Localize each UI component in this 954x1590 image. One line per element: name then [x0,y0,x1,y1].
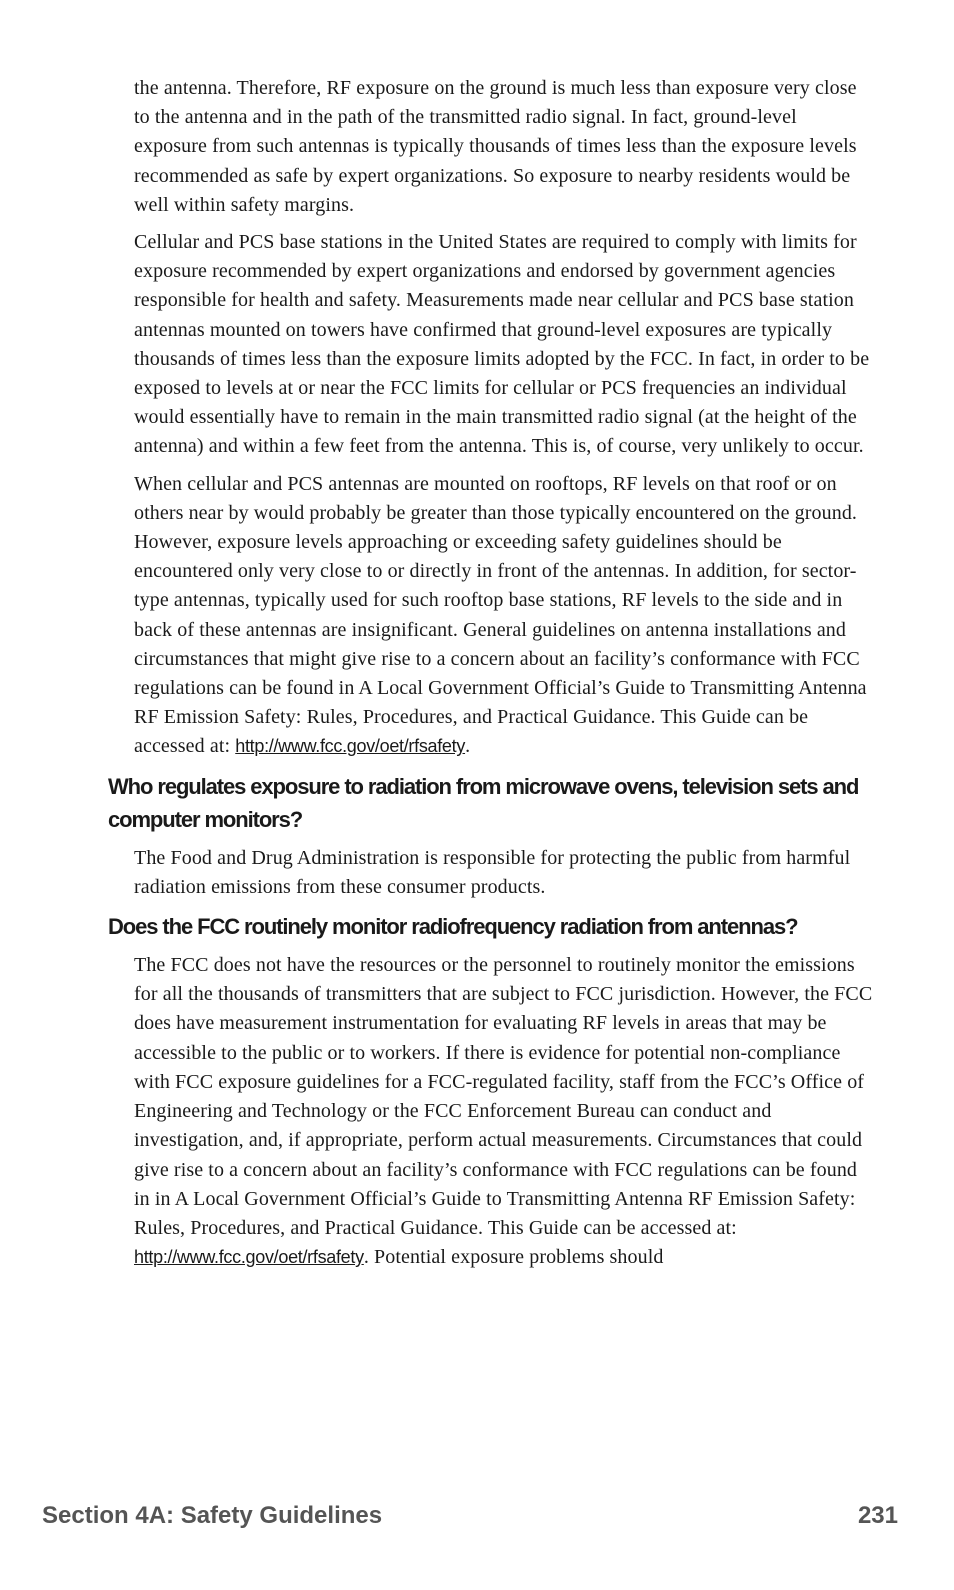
page-body [108,74,874,1280]
rooftop-paragraph [134,470,874,762]
body-paragraph: the antenna. Therefore, RF exposure on the ground is much less than exposure very close to the antenna and in the path of the transmitted radio signal. In fact, ground-level exposure from such antennas is typically thousands of times less than the exposure levels recommended as safe by expert organizations. So exposure to nearby residents would be well within safety margins. [134,77,857,216]
answer-paragraph: The Food and Drug Administration is responsible for protecting the public from harmful radiation emissions from these consumer products. [134,846,851,898]
rfsafety-link[interactable]: http://www.fcc.gov/oet/rfsafety [134,1247,364,1268]
rooftop-paragraph-end: . [465,735,471,758]
question-heading-fcc-monitoring: Does the FCC routinely monitor radiofrequency radiation from antennas? [108,914,798,940]
answer-paragraph [134,951,874,1272]
page-footer [42,1502,898,1530]
answer-paragraph-end: . Potential exposure problems should [363,1246,664,1269]
rooftop-paragraph-text: When cellular and PCS antennas are mounted on rooftops, RF levels on that roof or on others near by would probably be greater than those typically encountered on the ground. However, exposure levels approaching or exceeding safety guidelines should be encountered only very close to or directly in front of the antennas. In addition, for sector-type antennas, typically used for such rooftop base stations, RF levels to the side and in back of these antennas are insignificant. General guidelines on antenna installations and circumstances that might give rise to a concern about an facility’s conformance with FCC regulations can be found in A Local Government Official’s Guide to Transmitting Antenna RF Emission Safety: Rules, Procedures, and Practical Guidance. This Guide can be accessed at: [134,472,867,758]
answer-paragraph-text: The FCC does not have the resources or the personnel to routinely monitor the emissions for all the thousands of transmitters that are subject to FCC jurisdiction. However, the FCC does have measurement instrumentation for evaluating RF levels in areas that may be accessible to the public or to workers. If there is evidence for potential non-compliance with FCC exposure guidelines for a FCC-regulated facility, staff from the FCC’s Office of Engineering and Technology or the FCC Enforcement Bureau can conduct and investigation, and, if appropriate, perform actual measurements. Circumstances that could give rise to a concern about an facility’s conformance with FCC regulations can be found in in A Local Government Official’s Guide to Transmitting Antenna RF Emission Safety: Rules, Procedures, and Practical Guidance. This Guide can be accessed at: [134,954,873,1239]
rfsafety-link[interactable]: http://www.fcc.gov/oet/rfsafety [235,736,466,757]
body-paragraph: Cellular and PCS base stations in the United States are required to comply with limits for exposure recommended by expert organizations and endorsed by government agencies responsible for health and safety. Measurements made near cellular and PCS base station antennas mounted on towers have confirmed that ground-level exposures are typically thousands of times less than the exposure limits adopted by the FCC. In fact, in order to be exposed to levels at or near the FCC limits for cellular or PCS frequencies an individual would essentially have to remain in the main transmitted radio signal (at the height of the antenna) and within a few feet from the antenna. This is, of course, very unlikely to occur. [134,231,870,458]
page-number: 231 [857,1502,898,1529]
section-title: Section 4A: Safety Guidelines [42,1502,383,1529]
question-heading-radiation-regulation: Who regulates exposure to radiation from microwave ovens, television sets and computer monitors? [108,773,859,832]
